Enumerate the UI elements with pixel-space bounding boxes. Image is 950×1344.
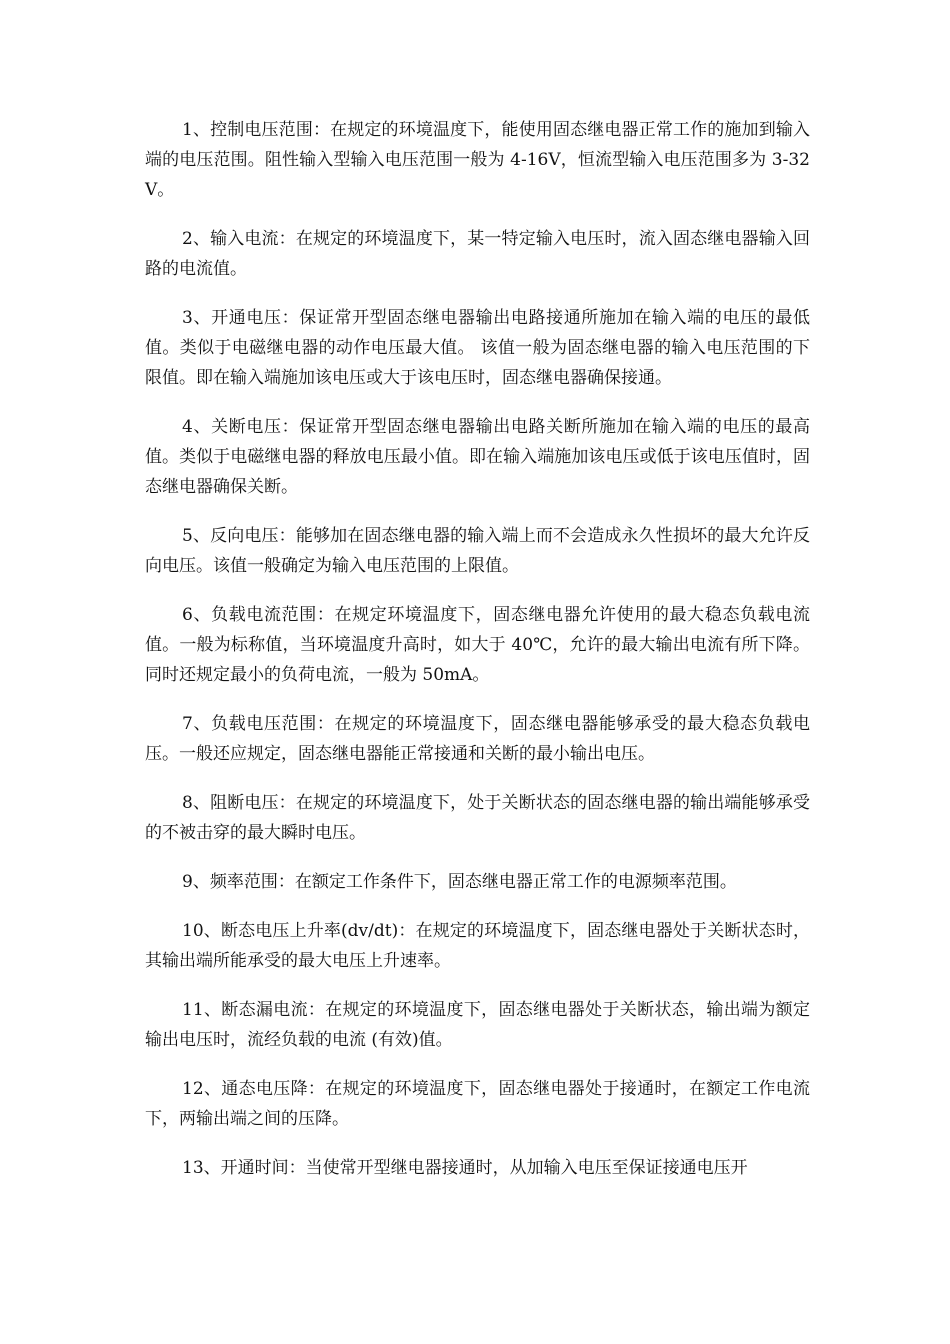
paragraph-9: 9、频率范围：在额定工作条件下，固态继电器正常工作的电源频率范围。 xyxy=(182,872,737,892)
paragraph-3: 3、开通电压：保证常开型固态继电器输出电路接通所施加在输入端的电压的最低值。类似于电磁继电器的动作电压最大值。 该值一般为固态继电器的输入电压范围的下限值。即在输入端施加该电压或大于该电压时，固态继电器确保接通。 xyxy=(145,308,810,388)
paragraph-11: 11、断态漏电流：在规定的环境温度下，固态继电器处于关断状态，输出端为额定输出电压时，流经负载的电流 (有效)值。 xyxy=(145,1000,810,1050)
paragraph-7: 7、负载电压范围：在规定的环境温度下，固态继电器能够承受的最大稳态负载电压。一般还应规定，固态继电器能正常接通和关断的最小输出电压。 xyxy=(145,714,810,764)
paragraph-6: 6、负载电流范围：在规定环境温度下，固态继电器允许使用的最大稳态负载电流值。一般为标称值，当环境温度升高时，如大于 40℃，允许的最大输出电流有所下降。同时还规定最小的负荷电流，一般为 50mA。 xyxy=(145,605,810,685)
paragraph-5: 5、反向电压：能够加在固态继电器的输入端上而不会造成永久性损坏的最大允许反向电压。该值一般确定为输入电压范围的上限值。 xyxy=(145,526,810,576)
paragraph-2: 2、输入电流：在规定的环境温度下，某一特定输入电压时，流入固态继电器输入回路的电流值。 xyxy=(145,229,810,279)
paragraph-1: 1、控制电压范围：在规定的环境温度下，能使用固态继电器正常工作的施加到输入端的电压范围。阻性输入型输入电压范围一般为 4-16V，恒流型输入电压范围多为 3-32V。 xyxy=(145,120,810,200)
paragraph-4: 4、关断电压：保证常开型固态继电器输出电路关断所施加在输入端的电压的最高值。类似于电磁继电器的释放电压最小值。即在输入端施加该电压或低于该电压值时，固态继电器确保关断。 xyxy=(145,417,810,497)
paragraph-12: 12、通态电压降：在规定的环境温度下，固态继电器处于接通时，在额定工作电流下，两输出端之间的压降。 xyxy=(145,1079,810,1129)
paragraph-8: 8、阻断电压：在规定的环境温度下，处于关断状态的固态继电器的输出端能够承受的不被击穿的最大瞬时电压。 xyxy=(145,793,810,843)
paragraph-13: 13、开通时间：当使常开型继电器接通时，从加输入电压至保证接通电压开 xyxy=(182,1158,748,1178)
document-body xyxy=(145,115,810,1202)
paragraph-10: 10、断态电压上升率(dv/dt)：在规定的环境温度下，固态继电器处于关断状态时，其输出端所能承受的最大电压上升速率。 xyxy=(145,921,810,971)
